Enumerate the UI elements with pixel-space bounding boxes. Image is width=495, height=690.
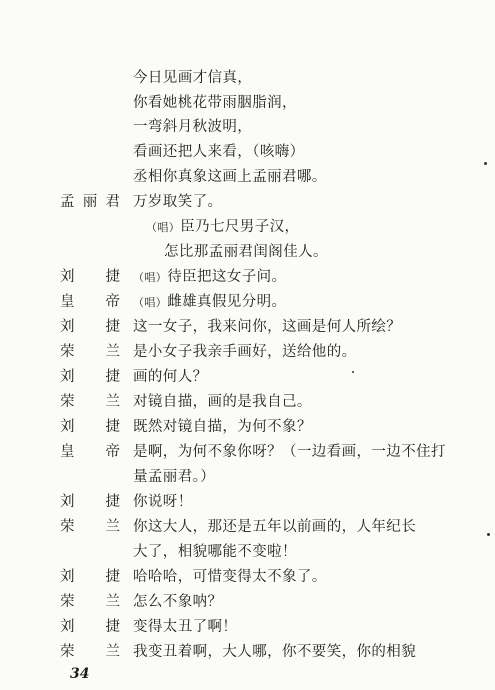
speaker-name: 孟 丽 君 <box>60 194 120 210</box>
verse-line: 怎比那孟丽君闺阁佳人。 <box>164 244 328 260</box>
dialogue-line: 变得太丑了啊！ <box>133 619 238 635</box>
dialogue-line: （唱）待臣把这女子问。 <box>133 269 287 285</box>
verse-line: （唱）臣乃七尺男子汉， <box>146 219 300 235</box>
verse-line: 看画还把人来看，（咳嗨） <box>133 144 305 160</box>
dialogue-line: 对镜自描，画的是我自己。 <box>133 394 312 410</box>
speaker-name: 荣 兰 <box>60 519 120 535</box>
dialogue-line: 怎么不象呐？ <box>133 594 223 610</box>
dialogue-line: 是小女子我亲手画好，送给他的。 <box>133 344 357 360</box>
dialogue-line: 画的何人？ <box>133 369 208 385</box>
speaker-name: 荣 兰 <box>60 644 120 660</box>
speaker-name: 荣 兰 <box>60 394 120 410</box>
dialogue-line: （唱）雌雄真假见分明。 <box>133 294 287 310</box>
speaker-name: 刘 捷 <box>60 269 120 285</box>
speaker-name: 皇 帝 <box>60 444 120 460</box>
speaker-name: 荣 兰 <box>60 344 120 360</box>
verse-line: 今日见画才信真， <box>133 70 253 86</box>
dialogue-continuation: 大了，相貌哪能不变啦！ <box>133 544 297 560</box>
dialogue-line: 万岁取笑了。 <box>133 194 223 210</box>
verse-line: 一弯斜月秋波明， <box>133 119 253 135</box>
scan-speck <box>487 533 490 536</box>
dialogue-continuation: 量孟丽君。） <box>133 469 216 485</box>
page-number: 34 <box>70 666 90 682</box>
speaker-name: 荣 兰 <box>60 594 120 610</box>
verse-line: 你看她桃花带雨胭脂润， <box>133 95 297 111</box>
speaker-name: 皇 帝 <box>60 294 120 310</box>
speaker-name: 刘 捷 <box>60 494 120 510</box>
scan-speck <box>484 162 487 165</box>
dialogue-line: 哈哈哈，可惜变得太不象了。 <box>133 569 327 585</box>
scan-speck <box>352 371 354 373</box>
dialogue-line: 这一女子，我来问你，这画是何人所绘？ <box>133 319 402 335</box>
dialogue-line: 是啊，为何不象你呀？（一边看画，一边不住打 <box>133 444 446 460</box>
verse-line: 丞相你真象这画上孟丽君哪。 <box>133 169 327 185</box>
dialogue-line: 你说呀！ <box>133 494 193 510</box>
speaker-name: 刘 捷 <box>60 319 120 335</box>
dialogue-line: 我变丑着啊，大人哪，你不要笑，你的相貌 <box>133 644 417 660</box>
speaker-name: 刘 捷 <box>60 369 120 385</box>
speaker-name: 刘 捷 <box>60 619 120 635</box>
speaker-name: 刘 捷 <box>60 569 120 585</box>
dialogue-line: 既然对镜自描，为何不象？ <box>133 419 312 435</box>
dialogue-line: 你这大人，那还是五年以前画的，人年纪长 <box>133 519 417 535</box>
speaker-name: 刘 捷 <box>60 419 120 435</box>
